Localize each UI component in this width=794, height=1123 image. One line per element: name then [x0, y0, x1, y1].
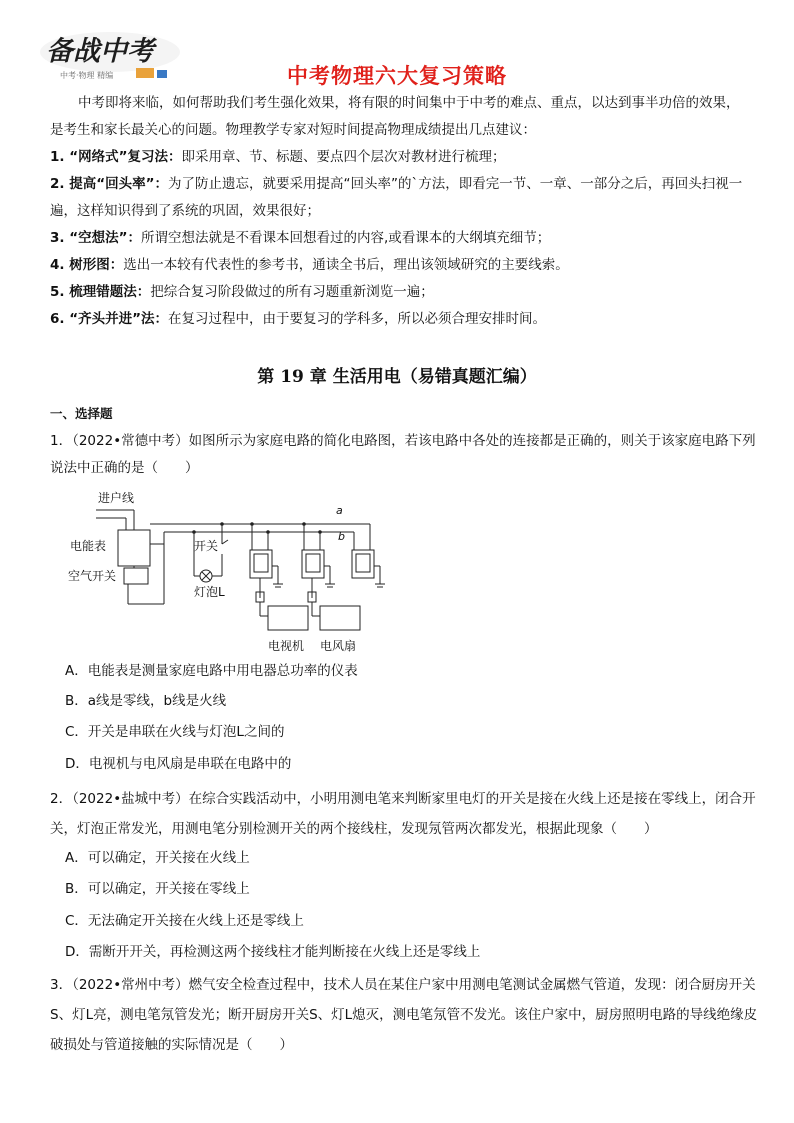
tip-1 [50, 144, 750, 171]
label-incoming: 进户线 [98, 491, 135, 505]
section-heading: 一、选择题 [50, 406, 113, 421]
question-2-option-d: D．需断开开关，再检测这两个接线柱才能判断接在火线上还是零线上 [65, 944, 481, 960]
tip-body: 把综合复习阶段做过的所有习题重新浏览一遍； [150, 284, 434, 300]
question-2-option-b: B．可以确定，开关接在零线上 [65, 881, 250, 897]
tip-5 [50, 279, 750, 306]
tip-head: 2. 提高“回头率”： [50, 176, 168, 192]
label-meter: 电能表 [70, 539, 107, 553]
question-2-option-c: C．无法确定开关接在火线上还是零线上 [65, 913, 304, 929]
tip-body: 为了防止遗忘，就要采用提高“回头率”的`方法，即看完一节、一章、一部分之后，再回头扫视一遍，这样知识得到了系统的巩固，效果很好； [50, 176, 743, 219]
question-1-stem: 1．（2022•常德中考）如图所示为家庭电路的简化电路图，若该电路中各处的连接都是正确的，则关于该家庭电路下列说法中正确的是（ ） [50, 433, 756, 476]
label-breaker: 空气开关 [68, 569, 117, 583]
tip-head: 6. “齐头并进”法： [50, 311, 168, 327]
label-tv: 电视机 [268, 639, 305, 653]
banner-title: 中考物理六大复习策略 [287, 64, 507, 88]
question-2-stem: 2．（2022•盐城中考）在综合实践活动中，小明用测电笔来判断家里电灯的开关是接在火线上还是接在零线上，闭合开关，灯泡正常发光，用测电笔分别检测开关的两个接线柱，发现氖管两次都发光，根据此现象（ ） [50, 791, 756, 837]
question-3-stem: 3．（2022•常州中考）燃气安全检查过程中，技术人员在某住户家中用测电笔测试金属燃气管道，发现：闭合厨房开关S、灯L亮，测电笔氖管发光；断开厨房开关S、灯L熄灭，测电笔氖管不发光。该住户家中，厨房照明电路的导线绝缘皮破损处与管道接触的实际情况是（ ） [50, 977, 758, 1053]
tip-head: 5. 梳理错题法： [50, 284, 151, 300]
tip-2 [50, 171, 750, 225]
question-1-option-d: D．电视机与电风扇是串联在电路中的 [65, 756, 292, 772]
tip-6 [50, 306, 750, 333]
logo-subtitle: 中考·物理 精编 [60, 71, 114, 80]
tip-body: 所谓空想法就是不看课本回想看过的内容,或看课本的大纲填充细节； [140, 230, 551, 246]
logo-text: 备战中考 [46, 36, 154, 67]
circuit-diagram [64, 488, 404, 658]
tip-head: 4. 树形图： [50, 257, 124, 273]
label-wire-a: a [336, 504, 343, 517]
tip-4 [50, 252, 750, 279]
question-1-option-a: A．电能表是测量家庭电路中用电器总功率的仪表 [65, 663, 358, 679]
tip-3 [50, 225, 750, 252]
label-switch: 开关 [194, 539, 219, 553]
tip-body: 在复习过程中，由于要复习的学科多，所以必须合理安排时间。 [167, 311, 546, 327]
tip-head: 3. “空想法”： [50, 230, 141, 246]
intro-paragraph: 中考即将来临，如何帮助我们考生强化效果，将有限的时间集中于中考的难点、重点，以达到事半功倍的效果，是考生和家长最关心的问题。物理教学专家对短时间提高物理成绩提出几点建议： [50, 95, 740, 138]
question-1-option-c: C．开关是串联在火线与灯泡L之间的 [65, 724, 285, 740]
chapter-title: 第 19 章 生活用电（易错真题汇编） [257, 367, 537, 387]
tip-body: 选出一本较有代表性的参考书，通读全书后，理出该领域研究的主要线索。 [123, 257, 569, 273]
label-bulb: 灯泡L [194, 585, 225, 599]
tip-body: 即采用章、节、标题、要点四个层次对教材进行梳理； [181, 149, 506, 165]
label-wire-b: b [338, 530, 345, 543]
question-2-option-a: A．可以确定，开关接在火线上 [65, 850, 250, 866]
question-1-option-b: B．a线是零线，b线是火线 [65, 693, 227, 709]
tip-head: 1. “网络式”复习法： [50, 149, 182, 165]
label-fan: 电风扇 [320, 639, 357, 653]
